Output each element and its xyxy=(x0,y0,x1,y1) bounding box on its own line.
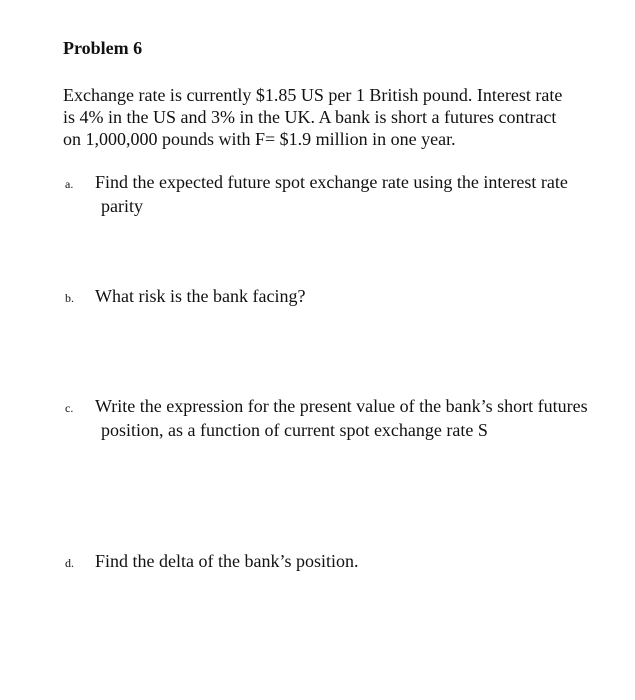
question-c xyxy=(65,395,591,441)
question-b-marker: b. xyxy=(65,291,74,305)
question-d-marker: d. xyxy=(65,556,74,570)
problem-title: Problem 6 xyxy=(63,38,143,58)
question-c-marker: c. xyxy=(65,401,74,415)
question-d xyxy=(65,550,591,574)
question-d-text: Find the delta of the bank’s position. xyxy=(95,551,359,571)
question-b xyxy=(65,285,591,309)
question-a-marker: a. xyxy=(65,177,74,191)
question-a xyxy=(65,171,591,217)
question-c-text: Write the expression for the present value of the bank’s short futures position, as a function of current spot exchange rate S xyxy=(95,396,588,440)
question-a-text: Find the expected future spot exchange rate using the interest rate parity xyxy=(95,172,568,216)
problem-intro: Exchange rate is currently $1.85 US per 1 British pound. Interest rate is 4% in the US and 3% in the UK. A bank is short a futures contract on 1,000,000 pounds with F= $1.9 million in one year. xyxy=(63,85,563,149)
question-b-text: What risk is the bank facing? xyxy=(95,286,306,306)
